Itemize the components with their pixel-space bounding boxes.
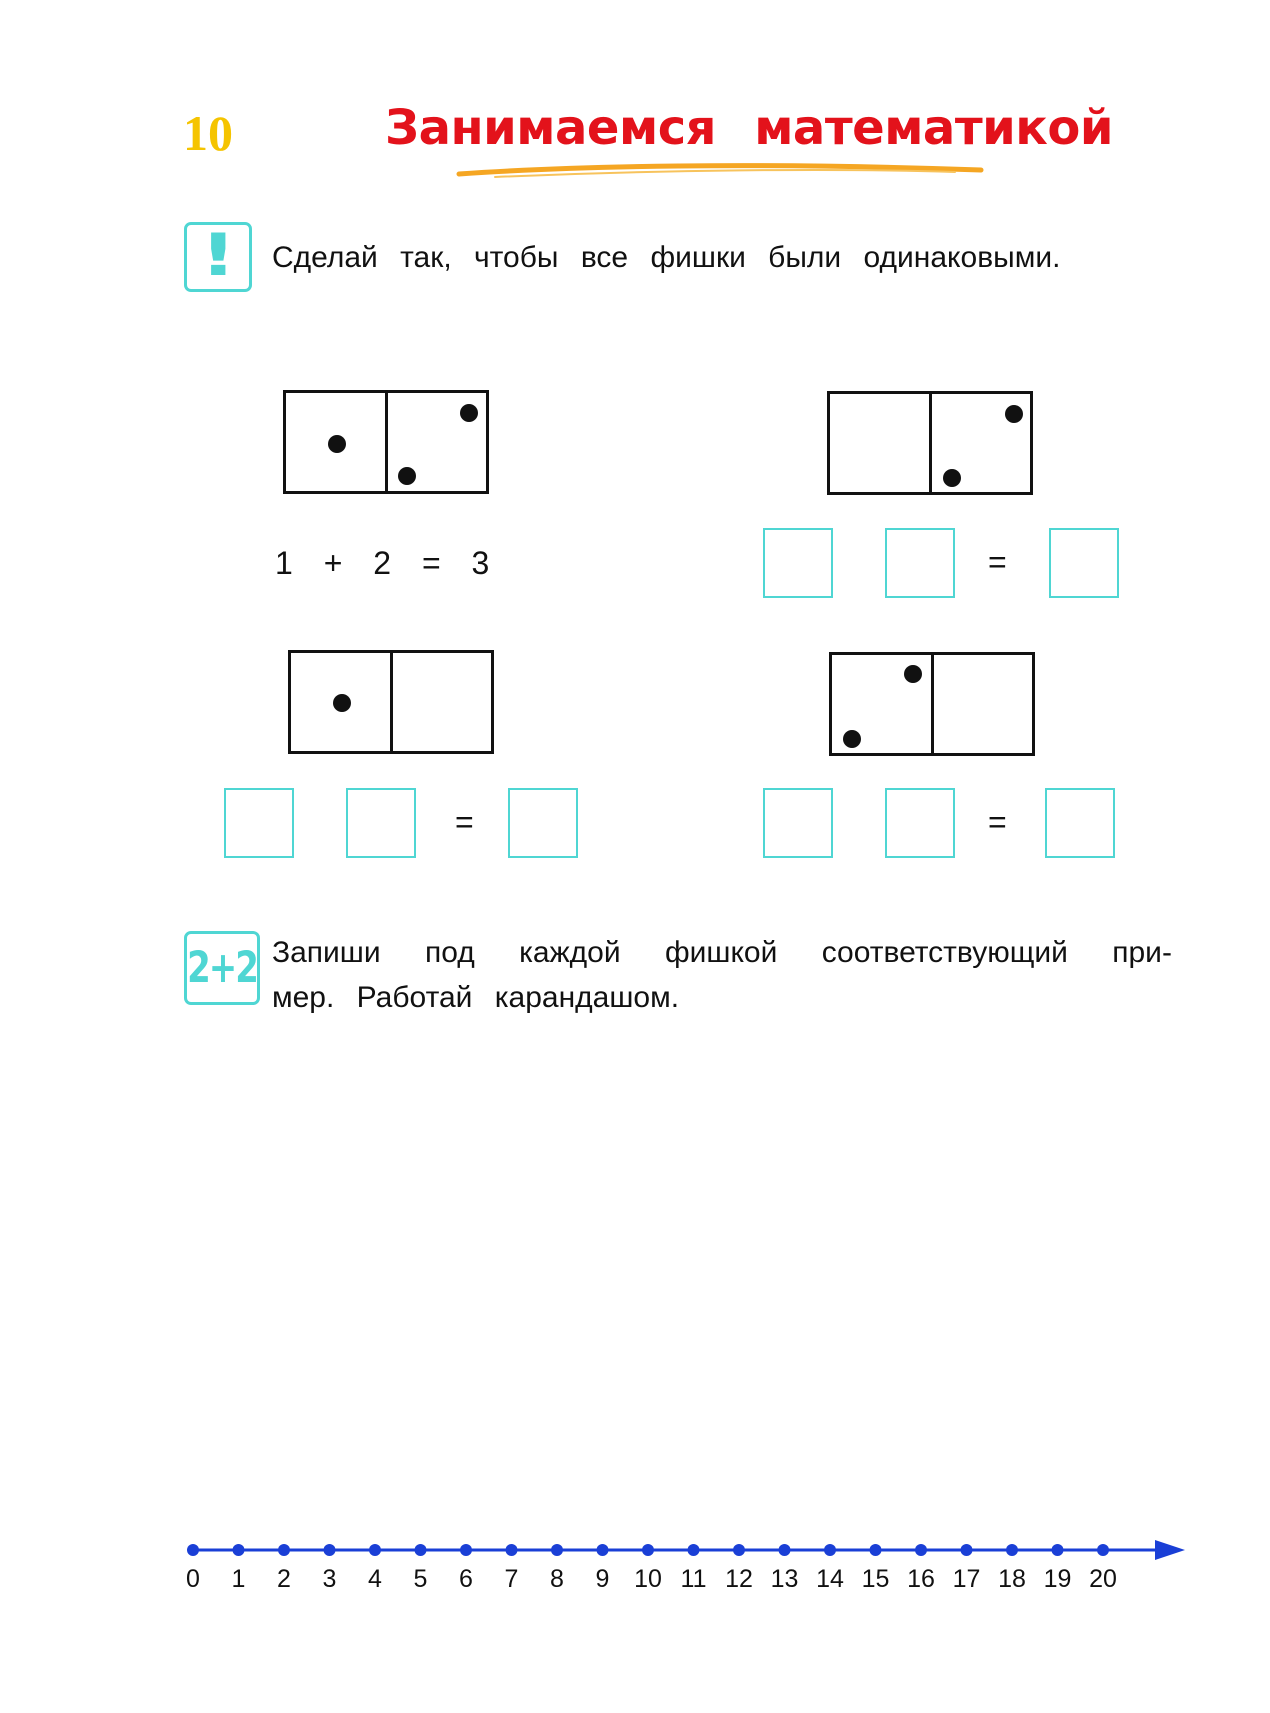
number-line-label: 20 bbox=[1089, 1565, 1117, 1593]
page-title: Занимаемся математикой bbox=[385, 100, 1113, 156]
task2-word: под bbox=[424, 936, 475, 969]
domino-1-left-half bbox=[286, 393, 385, 491]
domino-dot bbox=[328, 435, 346, 453]
answer-box[interactable] bbox=[508, 788, 578, 858]
task2-word: соответствующий bbox=[821, 936, 1068, 969]
number-line-tick bbox=[733, 1544, 745, 1556]
number-line-tick bbox=[278, 1544, 290, 1556]
domino-3-right-half bbox=[390, 653, 492, 751]
number-line-label: 4 bbox=[368, 1565, 382, 1593]
number-line-tick bbox=[870, 1544, 882, 1556]
domino-4 bbox=[829, 652, 1035, 756]
equation-operand-a: 1 bbox=[275, 545, 293, 581]
number-line-label: 17 bbox=[952, 1565, 981, 1593]
equation-plus: + bbox=[323, 545, 343, 581]
domino-dot bbox=[904, 665, 922, 683]
page-number: 10 bbox=[183, 105, 233, 161]
task2-word: каждой bbox=[519, 936, 621, 969]
number-line-tick bbox=[369, 1544, 381, 1556]
domino-2-right-half bbox=[929, 394, 1031, 492]
number-line-label: 9 bbox=[595, 1565, 610, 1593]
domino-dot bbox=[460, 404, 478, 422]
number-line-tick bbox=[597, 1544, 609, 1556]
number-line-tick bbox=[415, 1544, 427, 1556]
number-line-label: 10 bbox=[634, 1565, 662, 1593]
task2-line-2: мер. Работай карандашом. bbox=[272, 981, 680, 1014]
answer-box[interactable] bbox=[224, 788, 294, 858]
number-line-tick bbox=[233, 1544, 245, 1556]
task2-word: Запиши bbox=[272, 936, 381, 969]
number-line-tick bbox=[1006, 1544, 1018, 1556]
number-line bbox=[180, 1535, 1190, 1605]
number-line-label: 12 bbox=[725, 1565, 753, 1593]
number-line-label: 6 bbox=[459, 1565, 473, 1593]
answer-box[interactable] bbox=[1045, 788, 1115, 858]
equals-sign: = bbox=[455, 804, 474, 840]
number-line-label: 13 bbox=[770, 1565, 799, 1593]
answer-box[interactable] bbox=[763, 528, 833, 598]
domino-4-left-half bbox=[832, 655, 931, 753]
equals-sign: = bbox=[988, 804, 1007, 840]
answer-box[interactable] bbox=[346, 788, 416, 858]
example-2-plus-2-icon: 2+2 bbox=[187, 943, 257, 993]
task2-instruction bbox=[272, 930, 1172, 1020]
number-line-label: 11 bbox=[680, 1565, 707, 1593]
number-line-label: 15 bbox=[861, 1565, 890, 1593]
number-line-tick bbox=[1097, 1544, 1109, 1556]
exclamation-icon: ! bbox=[199, 221, 237, 289]
example-equation bbox=[275, 545, 489, 582]
domino-dot bbox=[333, 694, 351, 712]
title-underline bbox=[455, 160, 985, 182]
number-line-tick bbox=[324, 1544, 336, 1556]
number-line-tick bbox=[915, 1544, 927, 1556]
number-line-tick bbox=[824, 1544, 836, 1556]
equation-operand-b: 2 bbox=[373, 545, 392, 581]
number-line-label: 1 bbox=[231, 1565, 246, 1593]
number-line-tick bbox=[961, 1544, 973, 1556]
number-line-label: 7 bbox=[504, 1565, 519, 1593]
exclamation-badge bbox=[184, 222, 252, 292]
domino-2-left-half bbox=[830, 394, 929, 492]
number-line-label: 19 bbox=[1043, 1565, 1072, 1593]
equals-sign: = bbox=[988, 544, 1007, 580]
task1-instruction: Сделай так, чтобы все фишки были одинаковыми. bbox=[272, 241, 1061, 274]
domino-1 bbox=[283, 390, 489, 494]
number-line-label: 3 bbox=[322, 1565, 337, 1593]
domino-dot bbox=[943, 469, 961, 487]
task2-word: фишкой bbox=[664, 936, 778, 969]
answer-box[interactable] bbox=[885, 528, 955, 598]
domino-dot bbox=[843, 730, 861, 748]
domino-dot bbox=[1005, 405, 1023, 423]
number-line-tick bbox=[551, 1544, 563, 1556]
number-line-label: 14 bbox=[816, 1565, 844, 1593]
number-line-label: 18 bbox=[998, 1565, 1026, 1593]
domino-2 bbox=[827, 391, 1033, 495]
equation-result: 3 bbox=[471, 545, 490, 581]
task2-word: при- bbox=[1112, 936, 1172, 969]
number-line-label: 2 bbox=[277, 1565, 291, 1593]
number-line-tick bbox=[779, 1544, 791, 1556]
number-line-tick bbox=[506, 1544, 518, 1556]
domino-dot bbox=[398, 467, 416, 485]
number-line-label: 16 bbox=[907, 1565, 935, 1593]
equation-equals: = bbox=[421, 545, 441, 581]
number-line-tick bbox=[187, 1544, 199, 1556]
domino-3 bbox=[288, 650, 494, 754]
answer-box[interactable] bbox=[763, 788, 833, 858]
task2-line-1 bbox=[272, 930, 1172, 975]
answer-box[interactable] bbox=[885, 788, 955, 858]
domino-4-right-half bbox=[931, 655, 1033, 753]
number-line-tick bbox=[460, 1544, 472, 1556]
domino-1-right-half bbox=[385, 393, 487, 491]
number-line-tick bbox=[642, 1544, 654, 1556]
number-line-label: 0 bbox=[186, 1565, 200, 1593]
number-line-tick bbox=[688, 1544, 700, 1556]
arrow-right-icon bbox=[1155, 1540, 1185, 1560]
number-line-tick bbox=[1052, 1544, 1064, 1556]
answer-box[interactable] bbox=[1049, 528, 1119, 598]
number-line-label: 5 bbox=[413, 1565, 428, 1593]
number-line-label: 8 bbox=[550, 1565, 564, 1593]
example-badge bbox=[184, 931, 260, 1005]
domino-3-left-half bbox=[291, 653, 390, 751]
